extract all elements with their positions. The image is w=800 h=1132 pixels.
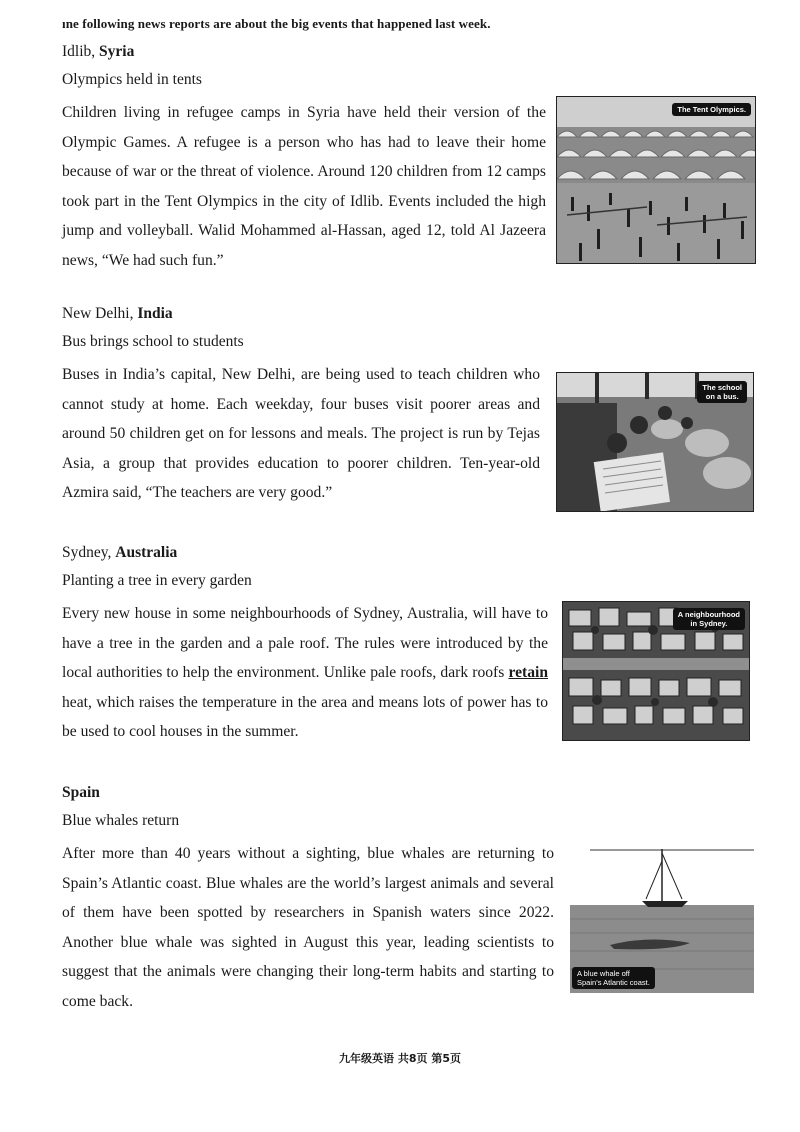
photo-caption: [673, 608, 745, 630]
sydney-neighbourhood-photo: [562, 601, 750, 741]
article-body: Buses in India’s capital, New Delhi, are being used to teach children who cannot study at home. Each weekday, four buses visit poorer areas and around 50 children get on for lessons and meals. The project is run by Tejas Asia, a group that provides education to poorer children. Ten-year-old Azmira said, “The teachers are very good.”: [62, 366, 540, 502]
dateline-country: Australia: [115, 544, 178, 561]
article-body: Children living in refugee camps in Syria have held their version of the Olympic Games. A refugee is a person who has had to leave their home because of war or the threat of violence. Around 120 children from 12 camps took part in the Tent Olympics in the city of Idlib. Events included the high jump and volleyball. Walid Mohammed al-Hassan, aged 12, told Al Jazeera news, “We had such fun.”: [62, 104, 546, 269]
article-headline: Bus brings school to students: [62, 333, 244, 350]
dateline-country: Spain: [62, 784, 100, 801]
caption-line: Spain’s Atlantic coast.: [577, 978, 650, 987]
dateline: [62, 541, 548, 569]
dateline-country: Syria: [99, 43, 135, 60]
keyword-retain: retain: [508, 664, 548, 682]
tent-olympics-photo: [556, 96, 756, 264]
dateline: [62, 302, 540, 330]
article-body: After more than 40 years without a sighting, blue whales are returning to Spain’s Atlantic coast. Blue whales are the world’s largest animals and several of them have been spotted by researchers in Spanish waters since 2022. Another blue whale was sighted in August this year, leading scientists to suggest that the animals were changing their long-term habits and starting to come back.: [62, 845, 554, 1010]
article-australia: [62, 541, 548, 747]
body-part: heat, which raises the temperature in the area and means lots of power has to be used to cool houses in the summer.: [62, 693, 548, 741]
dateline-country: India: [137, 305, 173, 322]
photo-caption: The Tent Olympics.: [672, 103, 751, 116]
article-syria: [62, 40, 546, 276]
caption-line: in Sydney.: [690, 619, 728, 628]
intro-text: ıne following news reports are about the big events that happened last week.: [62, 16, 491, 31]
dateline-city: Idlib,: [62, 43, 96, 60]
article-headline: Olympics held in tents: [62, 71, 202, 88]
article-body: [62, 599, 548, 747]
article-spain: [62, 781, 554, 1017]
caption-line: The school: [702, 383, 742, 392]
caption-line: on a bus.: [705, 392, 739, 401]
photo-caption: [697, 381, 747, 403]
dateline-city: Sydney,: [62, 544, 112, 561]
body-part: Every new house in some neighbourhoods of Sydney, Australia, will have to have a tree in the garden and a pale roof. The rules were introduced by the local authorities to help the environment. Unlike pale roofs, dark roofs: [62, 605, 548, 682]
school-bus-photo: [556, 372, 754, 512]
dateline-city: New Delhi,: [62, 305, 134, 322]
caption-line: A neighbourhood: [677, 610, 740, 619]
caption-line: A blue whale off: [577, 969, 630, 978]
article-headline: Blue whales return: [62, 812, 180, 829]
article-india: [62, 302, 540, 508]
dateline: [62, 40, 546, 68]
blue-whale-photo: [570, 847, 754, 993]
article-headline: Planting a tree in every garden: [62, 572, 252, 589]
page-footer: 九年级英语 共8页 第5页: [339, 1052, 461, 1065]
photo-caption: [572, 967, 655, 989]
